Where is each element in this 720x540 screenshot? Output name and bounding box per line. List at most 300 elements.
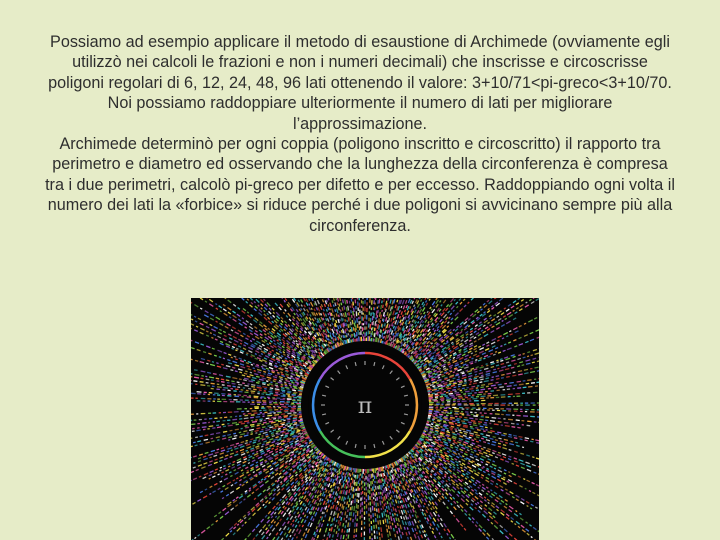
digit-dash bbox=[283, 436, 287, 438]
digit-dash bbox=[225, 512, 229, 515]
digit-dash bbox=[255, 331, 257, 333]
digit-dash bbox=[233, 344, 236, 346]
digit-dash bbox=[320, 516, 321, 518]
digit-dash bbox=[287, 508, 290, 512]
digit-dash bbox=[263, 490, 266, 492]
digit-dash bbox=[264, 358, 267, 359]
digit-dash bbox=[240, 352, 243, 354]
digit-dash bbox=[334, 511, 335, 516]
digit-dash bbox=[508, 459, 511, 460]
digit-dash bbox=[205, 489, 207, 490]
digit-dash bbox=[462, 459, 466, 461]
digit-dash bbox=[231, 381, 234, 382]
digit-dash bbox=[428, 419, 431, 420]
digit-dash bbox=[262, 382, 266, 383]
digit-dash bbox=[331, 468, 333, 471]
digit-dash bbox=[200, 298, 203, 300]
digit-dash bbox=[220, 343, 224, 345]
digit-dash bbox=[508, 419, 513, 420]
digit-dash bbox=[284, 533, 286, 536]
digit-dash bbox=[520, 463, 524, 465]
digit-dash bbox=[457, 505, 460, 508]
digit-dash bbox=[202, 423, 206, 424]
digit-dash bbox=[417, 516, 418, 518]
digit-dash bbox=[407, 469, 408, 471]
digit-dash bbox=[438, 439, 441, 440]
digit-dash bbox=[239, 422, 243, 423]
digit-dash bbox=[497, 454, 502, 456]
digit-dash bbox=[211, 450, 215, 451]
digit-dash bbox=[422, 472, 423, 474]
digit-dash bbox=[288, 521, 290, 523]
digit-dash bbox=[465, 447, 469, 449]
digit-dash bbox=[247, 312, 249, 313]
digit-dash bbox=[416, 482, 418, 484]
digit-dash bbox=[422, 487, 423, 489]
digit-dash bbox=[484, 511, 488, 514]
digit-dash bbox=[329, 517, 330, 522]
digit-dash bbox=[395, 509, 396, 513]
digit-dash bbox=[521, 467, 525, 469]
digit-dash bbox=[285, 374, 289, 375]
digit-dash bbox=[429, 464, 431, 466]
digit-dash bbox=[443, 422, 447, 423]
digit-dash bbox=[398, 518, 399, 522]
digit-dash bbox=[341, 535, 342, 540]
digit-dash bbox=[275, 458, 278, 460]
digit-dash bbox=[238, 384, 242, 385]
digit-dash bbox=[285, 433, 289, 434]
digit-dash bbox=[265, 328, 268, 330]
digit-dash bbox=[241, 423, 245, 424]
digit-dash bbox=[387, 529, 388, 533]
digit-dash bbox=[519, 437, 523, 438]
digit-dash bbox=[387, 484, 388, 486]
digit-dash bbox=[336, 491, 337, 494]
digit-dash bbox=[243, 515, 246, 517]
digit-dash bbox=[283, 470, 285, 472]
digit-dash bbox=[354, 489, 355, 492]
digit-dash bbox=[245, 371, 247, 372]
digit-dash bbox=[482, 484, 484, 485]
digit-dash bbox=[255, 336, 259, 339]
digit-dash bbox=[293, 393, 296, 394]
digit-dash bbox=[296, 364, 298, 365]
digit-dash bbox=[253, 368, 255, 369]
digit-dash bbox=[487, 499, 490, 501]
digit-dash bbox=[421, 535, 423, 538]
digit-dash bbox=[400, 506, 401, 508]
digit-dash bbox=[334, 468, 335, 470]
digit-dash bbox=[492, 442, 496, 443]
digit-dash bbox=[224, 298, 226, 299]
digit-dash bbox=[488, 432, 493, 433]
digit-dash bbox=[442, 496, 444, 499]
digit-dash bbox=[399, 528, 400, 533]
digit-dash bbox=[312, 499, 314, 503]
digit-dash bbox=[339, 304, 340, 307]
digit-dash bbox=[219, 329, 221, 330]
digit-dash bbox=[227, 434, 231, 435]
digit-dash bbox=[461, 499, 465, 502]
digit-dash bbox=[201, 467, 205, 469]
digit-dash bbox=[239, 379, 242, 380]
digit-dash bbox=[226, 366, 230, 367]
digit-dash bbox=[460, 464, 463, 466]
digit-dash bbox=[411, 455, 413, 457]
digit-dash bbox=[219, 306, 222, 308]
digit-dash bbox=[274, 320, 277, 323]
digit-dash bbox=[389, 486, 390, 488]
digit-dash bbox=[225, 326, 229, 328]
digit-dash bbox=[386, 514, 387, 517]
digit-dash bbox=[233, 533, 235, 535]
digit-dash bbox=[254, 453, 258, 455]
digit-dash bbox=[504, 470, 507, 471]
digit-dash bbox=[293, 420, 298, 421]
digit-dash bbox=[346, 507, 347, 510]
digit-dash bbox=[428, 417, 431, 418]
digit-dash bbox=[250, 439, 253, 440]
digit-dash bbox=[231, 485, 233, 486]
digit-dash bbox=[337, 329, 338, 331]
digit-dash bbox=[232, 378, 237, 379]
digit-dash bbox=[206, 346, 210, 348]
digit-dash bbox=[440, 498, 442, 500]
digit-dash bbox=[504, 529, 507, 532]
digit-dash bbox=[203, 496, 207, 498]
digit-dash bbox=[525, 438, 529, 439]
digit-dash bbox=[359, 336, 360, 341]
digit-dash bbox=[263, 422, 267, 423]
digit-dash bbox=[481, 477, 483, 478]
digit-dash bbox=[195, 374, 200, 375]
digit-dash bbox=[464, 469, 466, 470]
digit-dash bbox=[265, 428, 267, 429]
digit-dash bbox=[476, 459, 479, 461]
digit-dash bbox=[424, 487, 426, 490]
digit-dash bbox=[220, 341, 223, 342]
digit-dash bbox=[491, 522, 493, 524]
digit-dash bbox=[468, 494, 470, 496]
digit-dash bbox=[226, 344, 230, 346]
digit-dash bbox=[266, 381, 268, 382]
digit-dash bbox=[525, 440, 528, 441]
digit-dash bbox=[269, 360, 273, 362]
digit-dash bbox=[266, 528, 268, 530]
digit-dash bbox=[475, 428, 478, 429]
digit-dash bbox=[353, 512, 354, 516]
digit-dash bbox=[491, 505, 495, 508]
digit-dash bbox=[241, 367, 246, 368]
digit-dash bbox=[270, 468, 273, 470]
digit-dash bbox=[231, 450, 233, 451]
digit-dash bbox=[352, 339, 353, 342]
digit-dash bbox=[435, 506, 437, 509]
digit-dash bbox=[340, 298, 341, 301]
paragraph-exhaustion-method: Possiamo ad esempio applicare il metodo di esaustione di Archimede (ovviamente egli utilizzò nei calcoli le frazioni e non i numeri decimali) che inscrisse e circoscrisse poligoni regolari di 6, 12, 24, 48, 96 lati ottenendo il valore: 3+10/71<pi-greco<3+10/70. Noi possiamo raddoppiare ulteriormente il numero di lati per migliorare l’approssimazione. bbox=[48, 33, 672, 133]
digit-dash bbox=[313, 472, 316, 476]
digit-dash bbox=[243, 348, 246, 350]
digit-dash bbox=[422, 525, 424, 528]
digit-dash bbox=[286, 430, 288, 431]
digit-dash bbox=[291, 428, 293, 429]
digit-dash bbox=[400, 525, 401, 530]
digit-dash bbox=[253, 389, 256, 390]
digit-dash bbox=[437, 434, 439, 435]
digit-dash bbox=[387, 519, 388, 524]
digit-dash bbox=[473, 423, 476, 424]
digit-dash bbox=[470, 456, 474, 458]
digit-dash bbox=[263, 392, 268, 393]
digit-dash bbox=[455, 447, 459, 449]
digit-dash bbox=[247, 299, 249, 301]
digit-dash bbox=[320, 529, 321, 533]
digit-dash bbox=[444, 444, 448, 446]
digit-dash bbox=[220, 311, 222, 312]
digit-dash bbox=[400, 501, 401, 503]
digit-dash bbox=[475, 507, 477, 509]
digit-dash bbox=[286, 457, 289, 459]
digit-dash bbox=[309, 482, 311, 486]
digit-dash bbox=[240, 446, 244, 448]
digit-dash bbox=[339, 315, 340, 317]
digit-dash bbox=[401, 489, 402, 492]
digit-dash bbox=[300, 314, 302, 317]
digit-dash bbox=[281, 323, 283, 325]
digit-dash bbox=[234, 340, 238, 342]
digit-dash bbox=[409, 474, 410, 476]
digit-dash bbox=[270, 382, 272, 383]
digit-dash bbox=[294, 498, 297, 501]
digit-dash bbox=[246, 301, 248, 303]
digit-dash bbox=[309, 473, 311, 476]
digit-dash bbox=[269, 343, 271, 344]
digit-dash bbox=[201, 344, 204, 345]
digit-dash bbox=[279, 351, 282, 353]
digit-dash bbox=[494, 492, 497, 494]
digit-dash bbox=[252, 492, 254, 494]
digit-dash bbox=[266, 418, 270, 419]
digit-dash bbox=[449, 466, 451, 467]
digit-dash bbox=[469, 470, 473, 472]
digit-dash bbox=[431, 481, 434, 484]
digit-dash bbox=[376, 503, 377, 507]
digit-dash bbox=[232, 347, 235, 348]
digit-dash bbox=[490, 438, 494, 439]
digit-dash bbox=[304, 305, 305, 307]
digit-dash bbox=[334, 305, 335, 307]
digit-dash bbox=[225, 488, 229, 490]
digit-dash bbox=[390, 521, 391, 523]
digit-dash bbox=[304, 496, 306, 500]
digit-dash bbox=[474, 489, 477, 491]
digit-dash bbox=[315, 512, 317, 516]
digit-dash bbox=[195, 342, 199, 344]
digit-dash bbox=[332, 518, 333, 522]
digit-dash bbox=[272, 528, 275, 531]
digit-dash bbox=[258, 305, 260, 307]
digit-dash bbox=[249, 441, 251, 442]
digit-dash bbox=[431, 496, 433, 499]
digit-dash bbox=[357, 332, 358, 336]
digit-dash bbox=[419, 494, 420, 496]
digit-dash bbox=[414, 483, 416, 486]
digit-dash bbox=[202, 427, 207, 428]
digit-dash bbox=[287, 421, 290, 422]
digit-dash bbox=[440, 419, 443, 420]
digit-dash bbox=[323, 520, 324, 522]
digit-dash bbox=[289, 469, 291, 470]
digit-dash bbox=[273, 493, 275, 495]
digit-dash bbox=[482, 514, 485, 517]
digit-dash bbox=[481, 475, 484, 477]
digit-dash bbox=[268, 391, 272, 392]
digit-dash bbox=[464, 491, 466, 493]
digit-dash bbox=[475, 435, 480, 436]
digit-dash bbox=[342, 496, 343, 500]
digit-dash bbox=[294, 336, 297, 339]
digit-dash bbox=[435, 439, 439, 441]
digit-dash bbox=[296, 345, 299, 347]
digit-dash bbox=[217, 366, 221, 367]
digit-dash bbox=[209, 478, 211, 479]
digit-dash bbox=[384, 479, 385, 484]
digit-dash bbox=[309, 299, 310, 301]
digit-dash bbox=[328, 323, 330, 326]
digit-dash bbox=[233, 433, 236, 434]
digit-dash bbox=[457, 467, 459, 468]
digit-dash bbox=[433, 437, 436, 438]
digit-dash bbox=[308, 354, 310, 356]
digit-dash bbox=[389, 531, 390, 536]
digit-dash bbox=[516, 445, 519, 446]
digit-dash bbox=[223, 468, 226, 469]
digit-dash bbox=[462, 495, 465, 498]
digit-dash bbox=[261, 308, 263, 309]
digit-dash bbox=[321, 507, 323, 511]
digit-dash bbox=[336, 333, 337, 335]
digit-dash bbox=[328, 339, 329, 341]
digit-dash bbox=[416, 479, 418, 481]
digit-dash bbox=[482, 487, 485, 489]
digit-dash bbox=[516, 521, 520, 524]
digit-dash bbox=[214, 483, 217, 485]
digit-dash bbox=[471, 504, 473, 506]
digit-dash bbox=[356, 326, 357, 330]
digit-dash bbox=[314, 312, 316, 316]
digit-dash bbox=[207, 527, 210, 529]
digit-dash bbox=[469, 517, 471, 520]
digit-dash bbox=[391, 495, 392, 498]
digit-dash bbox=[273, 356, 275, 357]
digit-dash bbox=[245, 427, 249, 428]
digit-dash bbox=[304, 298, 306, 301]
digit-dash bbox=[463, 473, 466, 475]
digit-dash bbox=[266, 368, 269, 369]
digit-dash bbox=[314, 532, 315, 535]
digit-dash bbox=[335, 309, 336, 312]
digit-dash bbox=[341, 313, 342, 316]
digit-dash bbox=[277, 434, 281, 435]
digit-dash bbox=[451, 534, 454, 538]
pi-digits-burst-graphic bbox=[191, 298, 539, 540]
digit-dash bbox=[232, 423, 237, 424]
digit-dash bbox=[287, 418, 291, 419]
digit-dash bbox=[351, 322, 352, 325]
digit-dash bbox=[336, 314, 337, 317]
digit-dash bbox=[459, 436, 463, 437]
digit-dash bbox=[256, 448, 260, 449]
digit-dash bbox=[505, 461, 509, 463]
digit-dash bbox=[294, 388, 298, 389]
digit-dash bbox=[419, 531, 420, 534]
digit-dash bbox=[522, 447, 524, 448]
digit-dash bbox=[457, 445, 459, 446]
digit-dash bbox=[191, 327, 192, 328]
digit-dash bbox=[242, 298, 245, 300]
digit-dash bbox=[265, 481, 268, 484]
digit-dash bbox=[339, 508, 340, 511]
digit-dash bbox=[234, 446, 237, 447]
digit-dash bbox=[486, 487, 488, 488]
digit-dash bbox=[244, 421, 249, 422]
digit-dash bbox=[286, 502, 288, 505]
digit-dash bbox=[219, 357, 221, 358]
digit-dash bbox=[341, 465, 342, 467]
digit-dash bbox=[377, 473, 378, 477]
digit-dash bbox=[354, 333, 355, 338]
digit-dash bbox=[348, 504, 349, 508]
digit-dash bbox=[262, 439, 266, 440]
digit-dash bbox=[277, 439, 281, 441]
digit-dash bbox=[272, 441, 276, 442]
digit-dash bbox=[235, 429, 239, 430]
digit-dash bbox=[509, 510, 512, 512]
digit-dash bbox=[311, 516, 313, 520]
digit-dash bbox=[457, 487, 460, 490]
digit-dash bbox=[268, 380, 271, 381]
digit-dash bbox=[432, 423, 434, 424]
digit-dash bbox=[269, 439, 273, 440]
digit-dash bbox=[335, 475, 336, 477]
digit-dash bbox=[308, 476, 310, 478]
digit-dash bbox=[264, 460, 266, 461]
digit-dash bbox=[464, 488, 468, 491]
digit-dash bbox=[448, 500, 449, 502]
digit-dash bbox=[446, 480, 448, 481]
digit-dash bbox=[471, 476, 475, 479]
digit-dash bbox=[330, 312, 332, 316]
digit-dash bbox=[295, 440, 299, 442]
digit-dash bbox=[239, 372, 242, 373]
digit-dash bbox=[322, 512, 323, 514]
digit-dash bbox=[221, 450, 225, 451]
digit-dash bbox=[351, 501, 352, 505]
digit-dash bbox=[519, 460, 524, 462]
digit-dash bbox=[504, 473, 506, 474]
digit-dash bbox=[276, 431, 281, 432]
digit-dash bbox=[341, 472, 343, 477]
digit-dash bbox=[214, 326, 218, 328]
digit-dash bbox=[296, 474, 298, 476]
digit-dash bbox=[483, 471, 485, 472]
digit-dash bbox=[447, 488, 451, 492]
digit-dash bbox=[280, 365, 283, 366]
digit-dash bbox=[423, 531, 424, 533]
digit-dash bbox=[514, 458, 517, 459]
digit-dash bbox=[315, 335, 317, 337]
